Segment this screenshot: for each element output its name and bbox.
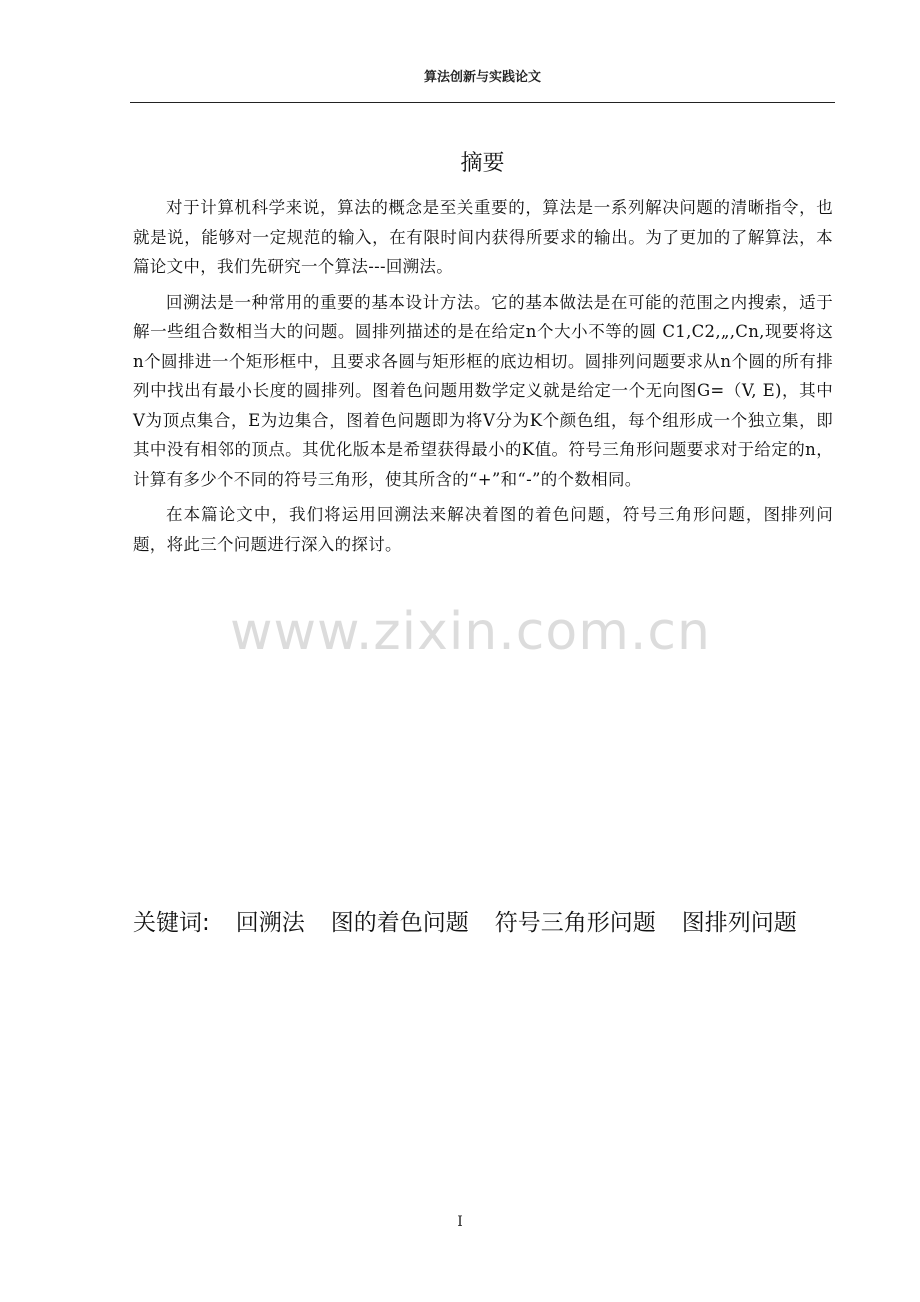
abstract-heading: 摘要 <box>460 151 505 176</box>
keywords-line <box>133 895 833 951</box>
keywords-label: 关键词: <box>133 910 210 936</box>
watermark-text: www.zixin.com.cn <box>230 602 711 662</box>
abstract-paragraph: 回溯法是一种常用的重要的基本设计方法。它的基本做法是在可能的范围之内搜索，适于解一些组合数相当大的问题。圆排列描述的是在给定n个大小不等的圆 C1,C2,„,Cn,现要将这n个圆排进一个矩形框中，且要求各圆与矩形框的底边相切。圆排列问题要求从n个圆的所有排列中找出有最小长度的圆排列。图着色问题用数学定义就是给定一个无向图G=（V, E)，其中V为顶点集合，E为边集合，图着色问题即为将V分为K个颜色组，每个组形成一个独立集，即其中没有相邻的顶点。其优化版本是希望获得最小的K值。符号三角形问题要求对于给定的n，计算有多少个不同的符号三角形，使其所含的“+”和“-”的个数相同。 <box>133 292 833 489</box>
keyword: 图的着色问题 <box>330 910 469 936</box>
keyword: 回溯法 <box>235 910 305 936</box>
page-number: I <box>457 1214 463 1230</box>
keyword: 图排列问题 <box>681 910 797 936</box>
header-divider <box>130 102 835 103</box>
running-header: 算法创新与实践论文 <box>423 70 541 85</box>
abstract-paragraph: 在本篇论文中，我们将运用回溯法来解决着图的着色问题，符号三角形问题，图排列问题，将此三个问题进行深入的探讨。 <box>133 505 833 554</box>
abstract-body <box>133 193 833 565</box>
keyword: 符号三角形问题 <box>494 910 656 936</box>
abstract-paragraph: 对于计算机科学来说，算法的概念是至关重要的，算法是一系列解决问题的清晰指令，也就是说，能够对一定规范的输入，在有限时间内获得所要求的输出。为了更加的了解算法，本篇论文中，我们先研究一个算法---回溯法。 <box>133 198 833 276</box>
